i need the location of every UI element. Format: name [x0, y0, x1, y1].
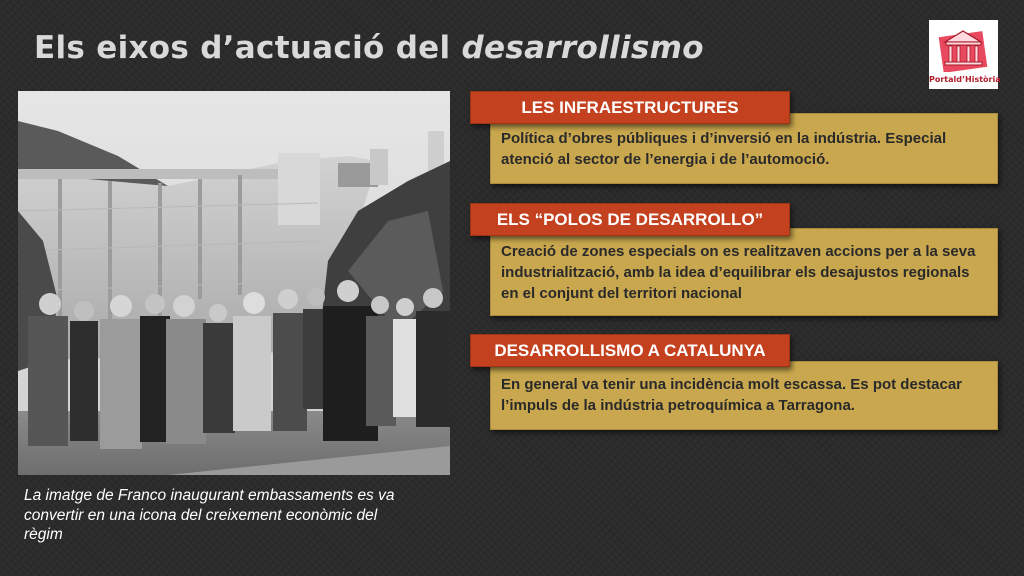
- slide-title: [34, 30, 704, 66]
- section-heading-label: DESARROLLISMO A CATALUNYA: [494, 340, 766, 360]
- section-text: Creació de zones especials on es realitzaven accions per a la seva industrialització, amb la idea d’equilibrar els desajustos regionals en el conjunt del territori nacional: [501, 243, 976, 302]
- section-heading-label: ELS “POLOS DE DESARROLLO”: [496, 209, 764, 229]
- photo-caption: La imatge de Franco inaugurant embassaments es va convertir en una icona del creixement econòmic del règim: [24, 487, 395, 543]
- section-text: Política d’obres públiques i d’inversió en la indústria. Especial atenció al sector de l’energia i de l’automoció.: [501, 130, 947, 168]
- dam-inauguration-photo: [18, 91, 450, 475]
- section-text: En general va tenir una incidència molt escassa. Es pot destacar l’impuls de la indústria petroquímica a Tarragona.: [501, 376, 963, 414]
- title-emphasis: desarrollismo: [461, 30, 704, 66]
- title-main: Els eixos d’actuació del: [34, 30, 462, 66]
- section-infraestructures-heading: [470, 91, 790, 124]
- temple-icon: [935, 24, 992, 72]
- section-heading-label: LES INFRAESTRUCTURES: [521, 97, 739, 117]
- section-polos-heading: [470, 203, 790, 236]
- logo-text: PortaldʼHistòria: [929, 75, 1001, 84]
- section-catalunya-box: [490, 361, 998, 430]
- portal-historia-logo: [929, 20, 1001, 89]
- section-polos-box: [490, 228, 998, 316]
- section-catalunya-heading: [470, 334, 790, 367]
